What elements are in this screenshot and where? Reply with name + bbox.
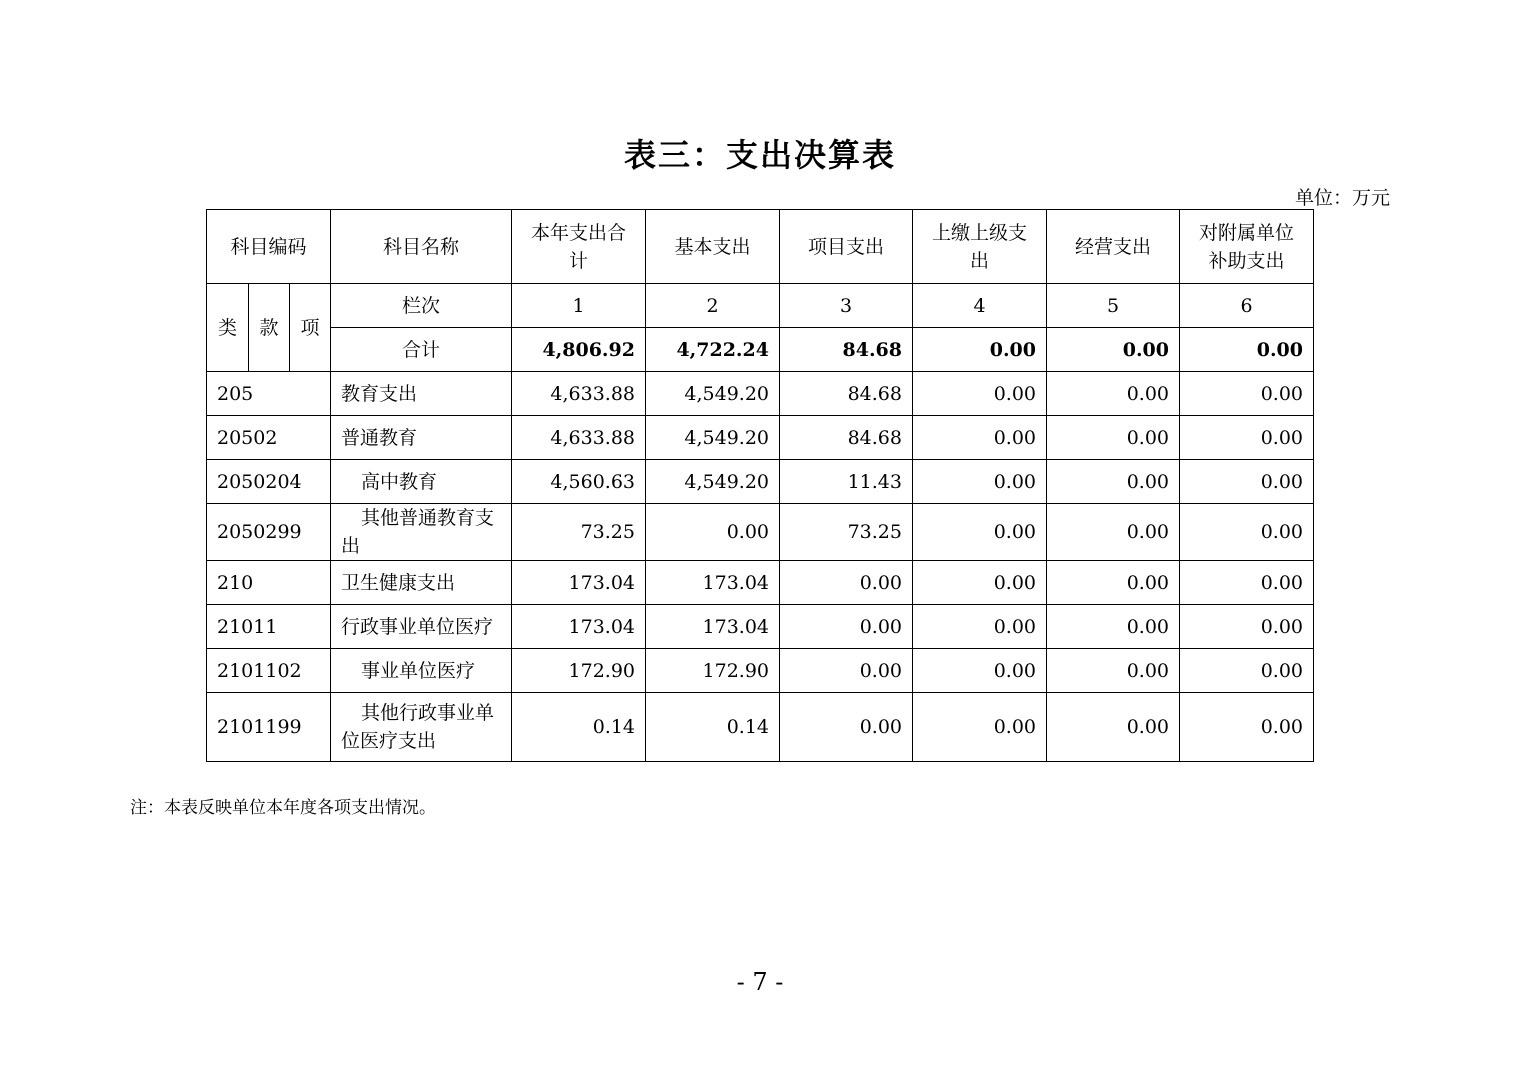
row-name: 行政事业单位医疗 — [331, 605, 512, 649]
row-value: 0.00 — [1180, 649, 1314, 693]
row-value: 0.00 — [1180, 416, 1314, 460]
row-value: 0.00 — [1047, 649, 1180, 693]
row-value: 73.25 — [512, 504, 646, 561]
header-total: 本年支出合计 — [512, 210, 646, 284]
table-row — [207, 372, 1314, 416]
header-business: 经营支出 — [1047, 210, 1180, 284]
row-name: 普通教育 — [331, 416, 512, 460]
header-project: 项目支出 — [780, 210, 913, 284]
row-code: 205 — [207, 372, 331, 416]
row-value: 0.00 — [1047, 416, 1180, 460]
row-value: 0.00 — [1180, 693, 1314, 762]
row-value: 0.14 — [512, 693, 646, 762]
row-code: 2050299 — [207, 504, 331, 561]
table-row — [207, 561, 1314, 605]
row-value: 4,549.20 — [646, 416, 780, 460]
row-value: 0.00 — [1047, 561, 1180, 605]
total-value: 84.68 — [780, 328, 913, 372]
page-number: - 7 - — [736, 968, 784, 996]
row-value: 0.00 — [780, 693, 913, 762]
total-row — [207, 328, 1314, 372]
row-code: 20502 — [207, 416, 331, 460]
header-subsidy: 对附属单位补助支出 — [1180, 210, 1314, 284]
header-basic: 基本支出 — [646, 210, 780, 284]
total-value: 0.00 — [1047, 328, 1180, 372]
col-index-1: 1 — [512, 284, 646, 328]
row-value: 0.00 — [913, 693, 1047, 762]
row-code: 2050204 — [207, 460, 331, 504]
table-row — [207, 605, 1314, 649]
row-code: 21011 — [207, 605, 331, 649]
row-value: 0.00 — [1180, 372, 1314, 416]
row-value: 4,633.88 — [512, 416, 646, 460]
header-lei: 类 — [207, 284, 249, 372]
row-value: 172.90 — [646, 649, 780, 693]
col-index-2: 2 — [646, 284, 780, 328]
row-value: 0.00 — [913, 649, 1047, 693]
row-value: 0.00 — [913, 372, 1047, 416]
row-code: 2101102 — [207, 649, 331, 693]
header-upper: 上缴上级支出 — [913, 210, 1047, 284]
expenditure-table — [206, 209, 1314, 762]
total-value: 0.00 — [913, 328, 1047, 372]
col-index-5: 5 — [1047, 284, 1180, 328]
unit-label: 单位：万元 — [1294, 187, 1390, 209]
row-value: 0.00 — [646, 504, 780, 561]
row-name: 教育支出 — [331, 372, 512, 416]
row-name: 高中教育 — [331, 460, 512, 504]
row-value: 173.04 — [646, 605, 780, 649]
header-code: 科目编码 — [207, 210, 331, 284]
col-index-6: 6 — [1180, 284, 1314, 328]
row-value: 0.00 — [1047, 693, 1180, 762]
table-note: 注：本表反映单位本年度各项支出情况。 — [130, 798, 436, 818]
row-value: 0.00 — [1180, 460, 1314, 504]
table-row — [207, 693, 1314, 762]
row-value: 0.00 — [913, 460, 1047, 504]
row-value: 173.04 — [646, 561, 780, 605]
row-value: 4,633.88 — [512, 372, 646, 416]
header-name: 科目名称 — [331, 210, 512, 284]
col-index-3: 3 — [780, 284, 913, 328]
table-row — [207, 460, 1314, 504]
header-lanci: 栏次 — [331, 284, 512, 328]
header-xiang: 项 — [290, 284, 331, 372]
table-row — [207, 504, 1314, 561]
total-value: 0.00 — [1180, 328, 1314, 372]
column-index-row — [207, 284, 1314, 328]
table-header-row — [207, 210, 1314, 284]
row-value: 11.43 — [780, 460, 913, 504]
row-value: 84.68 — [780, 416, 913, 460]
row-value: 172.90 — [512, 649, 646, 693]
row-value: 0.00 — [913, 416, 1047, 460]
row-value: 0.14 — [646, 693, 780, 762]
row-value: 173.04 — [512, 605, 646, 649]
row-value: 0.00 — [1047, 372, 1180, 416]
row-value: 0.00 — [913, 605, 1047, 649]
row-value: 0.00 — [1180, 605, 1314, 649]
table-row — [207, 416, 1314, 460]
row-value: 73.25 — [780, 504, 913, 561]
row-code: 2101199 — [207, 693, 331, 762]
total-value: 4,806.92 — [512, 328, 646, 372]
row-name: 其他行政事业单位医疗支出 — [331, 693, 512, 762]
row-value: 4,549.20 — [646, 372, 780, 416]
col-index-4: 4 — [913, 284, 1047, 328]
row-name: 事业单位医疗 — [331, 649, 512, 693]
row-code: 210 — [207, 561, 331, 605]
table-row — [207, 649, 1314, 693]
row-value: 0.00 — [913, 504, 1047, 561]
row-value: 0.00 — [780, 605, 913, 649]
row-value: 0.00 — [913, 561, 1047, 605]
row-value: 0.00 — [780, 649, 913, 693]
row-value: 84.68 — [780, 372, 913, 416]
row-value: 4,560.63 — [512, 460, 646, 504]
row-value: 4,549.20 — [646, 460, 780, 504]
row-value: 0.00 — [1180, 504, 1314, 561]
row-value: 0.00 — [780, 561, 913, 605]
page-title: 表三：支出决算表 — [623, 136, 896, 174]
row-value: 0.00 — [1047, 460, 1180, 504]
row-value: 0.00 — [1180, 561, 1314, 605]
row-value: 0.00 — [1047, 504, 1180, 561]
total-value: 4,722.24 — [646, 328, 780, 372]
row-name: 卫生健康支出 — [331, 561, 512, 605]
header-kuan: 款 — [249, 284, 290, 372]
row-name: 其他普通教育支出 — [331, 504, 512, 561]
row-value: 173.04 — [512, 561, 646, 605]
row-value: 0.00 — [1047, 605, 1180, 649]
total-label: 合计 — [331, 328, 512, 372]
